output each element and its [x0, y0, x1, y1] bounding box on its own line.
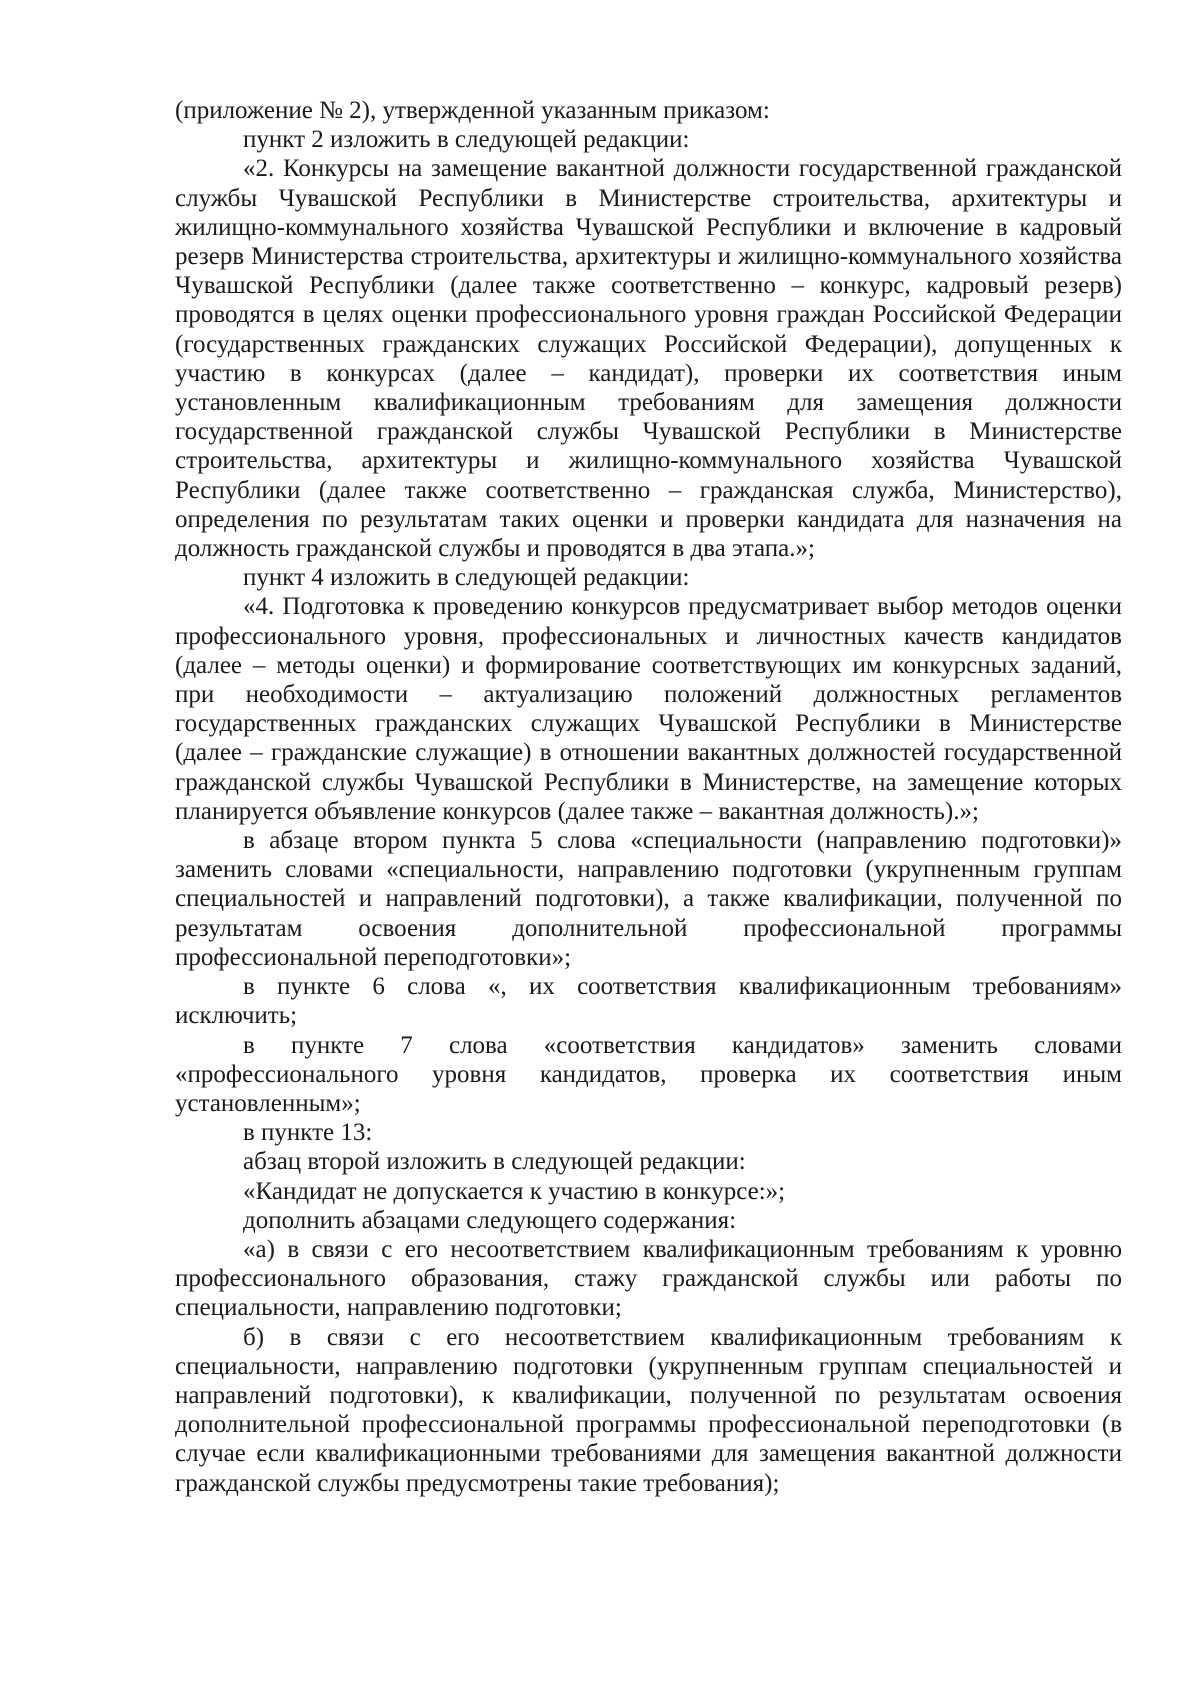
document-body — [175, 96, 1122, 1498]
paragraph-4: пункт 4 изложить в следующей редакции: — [243, 564, 690, 592]
paragraph-3: «2. Конкурсы на замещение вакантной должности государственной гражданской службы Чувашской Республики в Министерстве строительства, архитектуры и жилищно-коммунального хозяйства Чувашской Республики и включение в кадровый резерв Министерства строительства, архитектуры и жилищно-коммунального хозяйства Чувашской Республики (далее также соответственно – конкурс, кадровый резерв) проводятся в целях оценки профессионального уровня граждан Российской Федерации (государственных гражданских служащих Российской Федерации), допущенных к участию в конкурсах (далее – кандидат), проверки их соответствия иным установленным квалификационным требованиям для замещения должности государственной гражданской службы Чувашской Республики в Министерстве строительства, архитектуры и жилищно-коммунального хозяйства Чувашской Республики (далее также соответственно – гражданская служба, Министерство), определения по результатам таких оценки и проверки кандидата для назначения на должность гражданской службы и проводятся в два этапа.»; — [175, 155, 1122, 563]
paragraph-9: в пункте 13: — [243, 1119, 373, 1147]
paragraph-7: в пункте 6 слова «, их соответствия квалификационным требованиям» исключить; — [175, 973, 1122, 1030]
paragraph-14: б) в связи с его несоответствием квалификационным требованиям к специальности, направлению подготовки (укрупненным группам специальностей и направлений подготовки), к квалификации, полученной по результатам освоения дополнительной профессиональной программы профессиональной переподготовки (в случае если квалификационными требованиями для замещения вакантной должности гражданской службы предусмотрены такие требования); — [175, 1323, 1122, 1497]
paragraph-6: в абзаце втором пункта 5 слова «специальности (направлению подготовки)» заменить словами «специальности, направлению подготовки (укрупненным группам специальностей и направлений подготовки), а также квалификации, полученной по результатам освоения дополнительной профессиональной программы профессиональной переподготовки»; — [175, 827, 1122, 971]
paragraph-5: «4. Подготовка к проведению конкурсов предусматривает выбор методов оценки профессионального уровня, профессиональных и личностных качеств кандидатов (далее – методы оценки) и формирование соответствующих им конкурсных заданий, при необходимости – актуализацию положений должностных регламентов государственных гражданских служащих Чувашской Республики в Министерстве (далее – гражданские служащие) в отношении вакантных должностей государственной гражданской службы Чувашской Республики в Министерстве, на замещение которых планируется объявление конкурсов (далее также – вакантная должность).»; — [175, 593, 1122, 825]
paragraph-8: в пункте 7 слова «соответствия кандидатов» заменить словами «профессионального уровня кандидатов, проверка их соответствия иным установленным»; — [175, 1031, 1122, 1117]
paragraph-12: дополнить абзацами следующего содержания: — [243, 1206, 737, 1234]
paragraph-2: пункт 2 изложить в следующей редакции: — [243, 126, 690, 154]
paragraph-10: абзац второй изложить в следующей редакции: — [243, 1148, 746, 1176]
paragraph-13: «а) в связи с его несоответствием квалификационным требованиям к уровню профессионального образования, стажу гражданской службы или работы по специальности, направлению подготовки; — [175, 1235, 1122, 1322]
paragraph-1: (приложение № 2), утвержденной указанным приказом: — [175, 97, 770, 124]
paragraph-11: «Кандидат не допускается к участию в конкурсе:»; — [243, 1177, 786, 1205]
